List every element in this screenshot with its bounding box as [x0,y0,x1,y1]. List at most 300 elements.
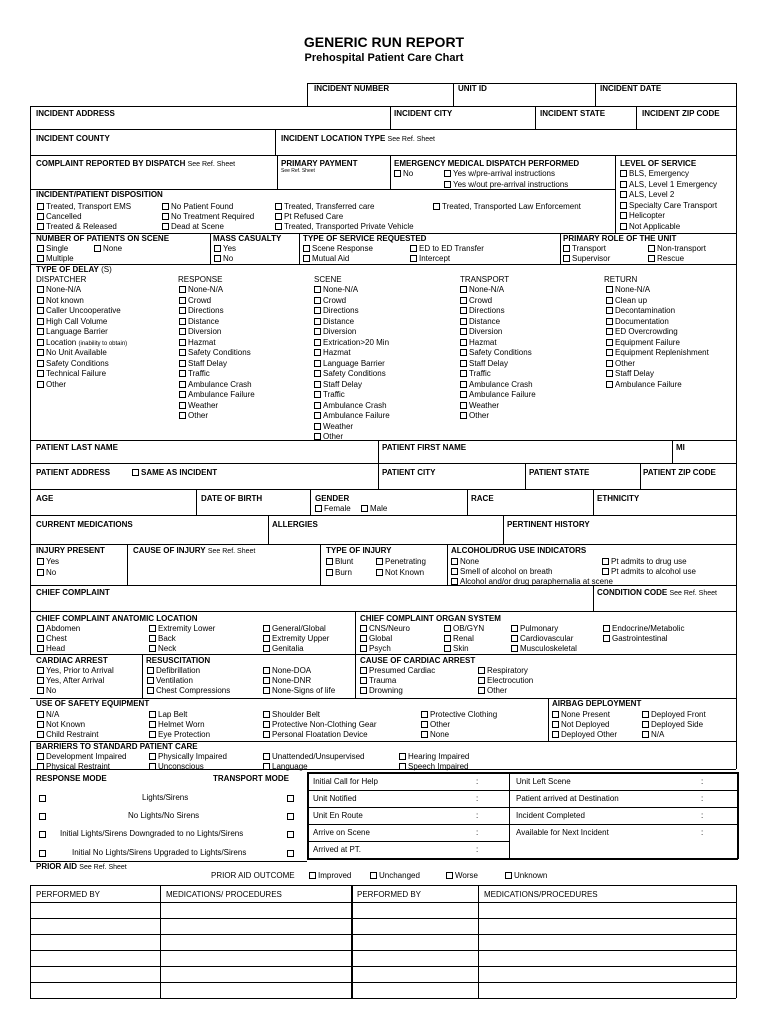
opt[interactable]: None-Signs of life [263,686,335,695]
emd-yes-with[interactable]: Yes w/pre-arrival instructions [444,169,555,178]
opt[interactable]: Not Deployed [552,720,609,729]
delay-option[interactable]: Diversion [314,327,390,338]
response-mode-checkbox-3[interactable] [39,830,48,839]
checkbox-icon [642,711,649,718]
checkbox-icon [451,568,458,575]
checkbox-icon [315,505,322,512]
checkbox-icon [179,328,186,335]
opt[interactable]: Pulmonary [511,624,558,633]
checkbox-icon [606,286,613,293]
opt[interactable]: Respiratory [478,666,528,675]
opt[interactable]: Physical Restraint [37,762,110,771]
patient-state-label: PATIENT STATE [529,468,590,477]
opt[interactable]: Deployed Front [642,710,706,719]
delay-option[interactable]: Traffic [179,369,255,380]
checkbox-icon [309,872,316,879]
delay-option[interactable]: Weather [460,401,536,412]
gender-male[interactable]: Male [361,504,387,513]
same-as-incident[interactable]: SAME AS INCIDENT [132,468,217,477]
checkbox-icon [460,360,467,367]
race-label: RACE [471,494,494,503]
opt[interactable]: Language [263,762,308,771]
checkbox-icon [275,213,282,220]
opt[interactable]: Rescue [648,254,684,263]
delay-option[interactable]: Language Barrier [314,359,390,370]
opt[interactable]: Personal Floatation Device [263,730,368,739]
opt[interactable]: Musculoskeletal [511,644,577,653]
checkbox-icon [460,391,467,398]
opt[interactable]: Non-transport [648,244,706,253]
opt[interactable]: Skin [444,644,469,653]
checkbox-icon [410,255,417,262]
option[interactable]: ALS, Level 2 [620,190,717,201]
opt[interactable]: Multiple [37,254,74,263]
mass-casualty-label: MASS CASUALTY [213,234,282,243]
opt[interactable]: Single [37,244,68,253]
option[interactable]: Not Applicable [620,222,717,233]
checkbox-icon [606,339,613,346]
checkbox-icon [620,202,627,209]
option[interactable]: BLS, Emergency [620,169,717,180]
transport-mode-checkbox-2[interactable] [287,812,296,821]
opt[interactable]: Eye Protection [149,730,210,739]
opt[interactable]: N/A [642,730,664,739]
opt[interactable]: Physically Impaired [149,752,227,761]
checkbox-icon [179,307,186,314]
transport-mode-checkbox-4[interactable] [287,849,296,858]
checkbox-icon [37,381,44,388]
checkbox-icon [39,831,46,838]
disp-opt[interactable]: No Patient Found [162,202,233,211]
checkbox-icon [149,763,156,770]
delay-option[interactable]: Weather [314,422,390,433]
opt[interactable]: Gastrointestinal [603,634,668,643]
opt[interactable]: Unconscious [149,762,204,771]
response-mode-checkbox-2[interactable] [39,812,48,821]
opt[interactable]: Trauma [360,676,396,685]
patient-last-name-label: PATIENT LAST NAME [36,443,118,452]
checkbox-icon [620,212,627,219]
opt[interactable]: Smell of alcohol on breath [451,567,553,576]
opt[interactable]: Renal [444,634,474,643]
checkbox-icon [314,402,321,409]
opt[interactable]: Penetrating [376,557,426,566]
checkbox-icon [214,245,221,252]
barriers-label: BARRIERS TO STANDARD PATIENT CARE [36,742,198,751]
checkbox-icon [37,307,44,314]
checkbox-icon [37,213,44,220]
opt[interactable]: Speech Impaired [399,762,468,771]
age-label: AGE [36,494,54,503]
opt[interactable]: Pt admits to drug use [602,557,687,566]
opt[interactable]: Defibrillation [147,666,200,675]
time-colon: : [476,845,479,854]
primary-payment-label: PRIMARY PAYMENT [281,159,358,168]
opt[interactable]: None [94,244,122,253]
delay-option[interactable]: Documentation [606,317,709,328]
opt[interactable]: Improved [309,871,351,880]
opt[interactable]: OB/GYN [444,624,484,633]
time-colon: : [476,794,479,803]
checkbox-icon [314,307,321,314]
opt[interactable]: Helmet Worn [149,720,205,729]
history-label: PERTINENT HISTORY [507,520,590,529]
delay-option[interactable]: Location (inability to obtain) [37,338,127,349]
delay-option[interactable]: Other [179,411,255,422]
delay-option[interactable]: Ambulance Failure [179,390,255,401]
checkbox-icon [360,635,367,642]
delay-option[interactable]: Directions [460,306,536,317]
checkbox-icon [399,763,406,770]
checkbox-icon [370,872,377,879]
delay-option[interactable]: Diversion [460,327,536,338]
opt[interactable]: Cardiovascular [511,634,573,643]
delay-option[interactable]: Decontamination [606,306,709,317]
delay-option[interactable]: Ambulance Crash [179,380,255,391]
delay-option[interactable]: None-N/A [179,285,255,296]
opt[interactable]: Endocrine/Metabolic [603,624,684,633]
emd-no[interactable]: No [394,169,413,178]
checkbox-icon [303,255,310,262]
opt[interactable]: Drowning [360,686,403,695]
opt[interactable]: Intercept [410,254,450,263]
checkbox-icon [511,635,518,642]
opt[interactable]: N/A [37,710,59,719]
delay-option[interactable]: Crowd [314,296,390,307]
opt[interactable]: Deployed Other [552,730,617,739]
delay-option[interactable]: Ambulance Crash [460,380,536,391]
checkbox-icon [39,795,46,802]
opt[interactable]: Back [149,634,176,643]
disp-opt[interactable]: Treated, Transport EMS [37,202,131,211]
delay-option[interactable]: Directions [179,306,255,317]
delay-option[interactable]: Distance [314,317,390,328]
checkbox-icon [179,349,186,356]
opt[interactable]: Yes, Prior to Arrival [37,666,114,675]
disp-opt[interactable]: Dead at Scene [162,222,224,231]
opt[interactable]: No [37,568,56,577]
opt[interactable]: Not Known [376,568,424,577]
safety-label: USE OF SAFETY EQUIPMENT [36,699,150,708]
option[interactable]: Helicopter [620,211,717,222]
emd-yes-without[interactable]: Yes w/out pre-arrival instructions [444,180,568,189]
checkbox-icon [179,370,186,377]
delay-option[interactable]: None-N/A [314,285,390,296]
opt[interactable]: None [451,557,479,566]
injury-present-label: INJURY PRESENT [36,546,105,555]
delay-option[interactable]: Equipment Replenishment [606,348,709,359]
time-colon: : [701,777,704,786]
anatomic-label: CHIEF COMPLAINT ANATOMIC LOCATION [36,614,198,623]
opt[interactable]: Pt admits to alcohol use [602,567,696,576]
opt[interactable]: Unchanged [370,871,420,880]
opt[interactable]: Genitalia [263,644,304,653]
transport-mode-checkbox-3[interactable] [287,830,296,839]
disp-opt[interactable]: No Treatment Required [162,212,254,221]
checkbox-icon [314,391,321,398]
checkbox-icon [37,721,44,728]
checkbox-icon [39,850,46,857]
checkbox-icon [314,286,321,293]
opt[interactable]: Mutual Aid [303,254,349,263]
medications-label: CURRENT MEDICATIONS [36,520,133,529]
checkbox-icon [606,349,613,356]
delay-option[interactable]: Other [460,411,536,422]
opt[interactable]: Not Known [37,720,85,729]
delay-option[interactable]: Diversion [179,327,255,338]
opt[interactable]: Ventilation [147,676,193,685]
checkbox-icon [460,307,467,314]
delay-option[interactable]: Weather [179,401,255,412]
opt[interactable]: Chest [37,634,67,643]
opt[interactable]: None Present [552,710,610,719]
checkbox-icon [179,402,186,409]
opt[interactable]: Other [421,720,450,729]
option[interactable]: ALS, Level 1 Emergency [620,180,717,191]
checkbox-icon [602,568,609,575]
opt[interactable]: Presumed Cardiac [360,666,435,675]
delay-option[interactable]: Other [37,380,127,391]
delay-option[interactable]: Safety Conditions [37,359,127,370]
delay-option[interactable]: Traffic [460,369,536,380]
checkbox-icon [263,753,270,760]
opt[interactable]: Yes, After Arrival [37,676,104,685]
checkbox-icon [505,872,512,879]
opt[interactable]: Head [37,644,65,653]
checkbox-icon [37,558,44,565]
delay-option[interactable]: Distance [179,317,255,328]
delay-option[interactable]: Not known [37,296,127,307]
opt[interactable]: Neck [149,644,176,653]
checkbox-icon [421,711,428,718]
checkbox-icon [275,223,282,230]
disp-opt[interactable]: Treated, Transported Private Vehicle [275,222,414,231]
option[interactable]: Specialty Care Transport [620,201,717,212]
delay-option[interactable]: Staff Delay [460,359,536,370]
checkbox-icon [314,328,321,335]
delay-option[interactable]: Staff Delay [606,369,709,380]
delay-option[interactable]: Other [314,432,390,443]
opt[interactable]: Blunt [326,557,353,566]
opt[interactable]: Yes [37,557,59,566]
checkbox-icon [37,731,44,738]
delay-option[interactable]: Hazmat [314,348,390,359]
opt[interactable]: Child Restraint [37,730,98,739]
opt[interactable]: No [214,254,233,263]
incident-city-label: INCIDENT CITY [394,109,453,118]
opt[interactable]: Supervisor [563,254,610,263]
opt[interactable]: Shoulder Belt [263,710,320,719]
opt[interactable]: Protective Clothing [421,710,497,719]
delay-option[interactable]: Safety Conditions [314,369,390,380]
checkbox-icon [37,318,44,325]
patient-city-label: PATIENT CITY [382,468,436,477]
opt[interactable]: Electrocution [478,676,533,685]
delay-option[interactable]: Ambulance Crash [314,401,390,412]
checkbox-icon [37,635,44,642]
checkbox-icon [263,635,270,642]
checkbox-icon [460,412,467,419]
delay-option[interactable]: No Unit Available [37,348,127,359]
delay-option[interactable]: Extrication>20 Min [314,338,390,349]
delay-transport-label: TRANSPORT [460,275,510,284]
opt[interactable]: Yes [214,244,236,253]
opt[interactable]: Worse [446,871,478,880]
checkbox-icon [37,360,44,367]
delay-option[interactable]: Staff Delay [314,380,390,391]
checkbox-icon [360,667,367,674]
response-mode-checkbox-1[interactable] [39,794,48,803]
medications-procedures-header: MEDICATIONS/ PROCEDURES [166,890,282,899]
checkbox-icon [460,370,467,377]
disp-opt[interactable]: Treated & Released [37,222,117,231]
checkbox-icon [563,255,570,262]
opt[interactable]: Other [478,686,507,695]
checkbox-icon [460,328,467,335]
checkbox-icon [287,831,294,838]
opt[interactable]: Abdomen [37,624,80,633]
checkbox-icon [37,297,44,304]
delay-response-list [179,285,255,422]
delay-option[interactable]: High Call Volume [37,317,127,328]
opt[interactable]: No [37,686,56,695]
opt[interactable]: Global [360,634,392,643]
response-mode-checkbox-4[interactable] [39,849,48,858]
delay-option[interactable]: Safety Conditions [179,348,255,359]
delay-scene-list [314,285,390,443]
checkbox-icon [603,625,610,632]
opt[interactable]: Unknown [505,871,547,880]
delay-option[interactable]: Equipment Failure [606,338,709,349]
disp-opt[interactable]: Pt Refused Care [275,212,343,221]
delay-option[interactable]: Hazmat [460,338,536,349]
num-patients-label: NUMBER OF PATIENTS ON SCENE [36,234,170,243]
opt[interactable]: ED to ED Transfer [410,244,484,253]
checkbox-icon [460,402,467,409]
delay-option[interactable]: None-N/A [37,285,127,296]
disp-opt[interactable]: Treated, Transported Law Enforcement [433,202,581,211]
checkbox-icon [360,687,367,694]
transport-mode-checkbox-1[interactable] [287,794,296,803]
cardiac-arrest-label: CARDIAC ARREST [36,656,108,665]
checkbox-icon [147,687,154,694]
opt[interactable]: Burn [326,568,352,577]
incident-date-label: INCIDENT DATE [600,84,662,93]
patient-address-label: PATIENT ADDRESS [36,468,111,477]
delay-option[interactable]: Directions [314,306,390,317]
time-colon: : [476,811,479,820]
checkbox-icon [37,349,44,356]
opt[interactable]: Transport [563,244,606,253]
delay-option[interactable]: Traffic [314,390,390,401]
checkbox-icon [314,339,321,346]
opt[interactable]: Alcohol and/or drug paraphernalia at scene [451,577,613,586]
checkbox-icon [314,360,321,367]
opt[interactable]: Protective Non-Clothing Gear [263,720,377,729]
disp-opt[interactable]: Cancelled [37,212,82,221]
opt[interactable]: None-DNR [263,676,311,685]
checkbox-icon [606,328,613,335]
checkbox-icon [460,318,467,325]
delay-option[interactable]: Language Barrier [37,327,127,338]
checkbox-icon [37,286,44,293]
opt[interactable]: Scene Response [303,244,373,253]
resuscitation-label: RESUSCITATION [146,656,211,665]
gender-female[interactable]: Female [315,504,351,513]
incident-state-label: INCIDENT STATE [540,109,606,118]
checkbox-icon [37,255,44,262]
delay-option[interactable]: Safety Conditions [460,348,536,359]
checkbox-icon [446,872,453,879]
checkbox-icon [149,753,156,760]
delay-option[interactable]: Ambulance Failure [606,380,709,391]
checkbox-icon [620,223,627,230]
checkbox-icon [37,245,44,252]
checkbox-icon [37,625,44,632]
delay-option[interactable]: None-N/A [460,285,536,296]
opt[interactable]: Development Impaired [37,752,126,761]
checkbox-icon [263,645,270,652]
organ-label: CHIEF COMPLAINT ORGAN SYSTEM [360,614,501,623]
checkbox-icon [37,645,44,652]
disposition-label: INCIDENT/PATIENT DISPOSITION [36,190,163,199]
delay-option[interactable]: Staff Delay [179,359,255,370]
checkbox-icon [263,677,270,684]
delay-option[interactable]: Crowd [460,296,536,307]
checkbox-icon [94,245,101,252]
opt[interactable]: Extremity Upper [263,634,329,643]
opt[interactable]: Unattended/Unsupervised [263,752,365,761]
opt[interactable]: None-DOA [263,666,311,675]
opt[interactable]: CNS/Neuro [360,624,410,633]
mode-label-3: Initial Lights/Sirens Downgraded to no Lights/Sirens [60,829,244,838]
delay-option[interactable]: Clean up [606,296,709,307]
opt[interactable]: Deployed Side [642,720,703,729]
delay-option[interactable]: ED Overcrowding [606,327,709,338]
checkbox-icon [360,625,367,632]
opt[interactable]: Lap Belt [149,710,187,719]
checkbox-icon [37,677,44,684]
opt[interactable]: Hearing Impaired [399,752,469,761]
checkbox-icon [326,558,333,565]
delay-option[interactable]: None-N/A [606,285,709,296]
delay-option[interactable]: Technical Failure [37,369,127,380]
delay-option[interactable]: Ambulance Failure [460,390,536,401]
opt[interactable]: Extremity Lower [149,624,215,633]
delay-option[interactable]: Ambulance Failure [314,411,390,422]
airbag-label: AIRBAG DEPLOYMENT [552,699,642,708]
time-colon: : [701,828,704,837]
delay-option[interactable]: Caller Uncooperative [37,306,127,317]
opt[interactable]: None [421,730,449,739]
time-label: Incident Completed [516,811,585,820]
checkbox-icon [149,721,156,728]
opt[interactable]: General/Global [263,624,326,633]
delay-option[interactable]: Other [606,359,709,370]
checkbox-icon [606,370,613,377]
delay-option[interactable]: Distance [460,317,536,328]
checkbox-icon [376,558,383,565]
checkbox-icon [37,763,44,770]
incident-zip-label: INCIDENT ZIP CODE [642,109,720,118]
delay-option[interactable]: Crowd [179,296,255,307]
delay-option[interactable]: Hazmat [179,338,255,349]
checkbox-icon [314,433,321,440]
opt[interactable]: Psych [360,644,391,653]
checkbox-icon [287,850,294,857]
opt[interactable]: Chest Compressions [147,686,230,695]
disp-opt[interactable]: Treated, Transferred care [275,202,374,211]
